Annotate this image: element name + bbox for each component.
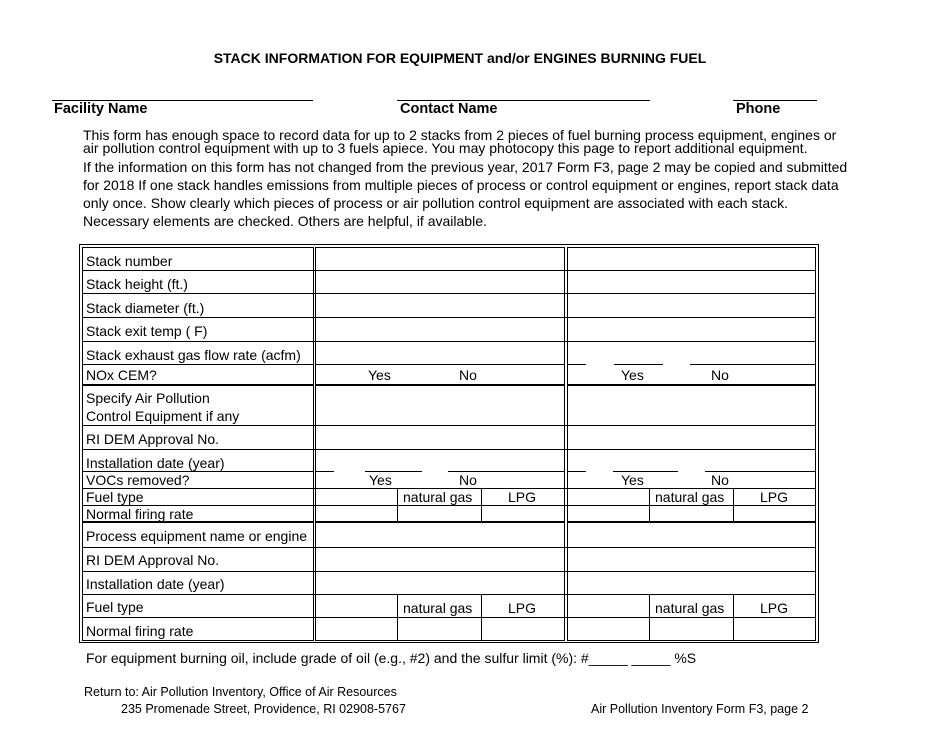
col-divider — [397, 594, 398, 641]
intro-line-4: for 2018 If one stack handles emissions from multiple pieces of process or control equipment or engines, report stack data — [83, 177, 839, 193]
row-label-fuel-2: Fuel type — [86, 599, 144, 615]
col-divider — [397, 488, 398, 522]
row-divider-short — [567, 364, 586, 365]
row-divider — [82, 317, 816, 318]
row-divider — [82, 425, 816, 426]
intro-line-5: only once. Show clearly which pieces of process or air pollution control equipment are associated with each stack. — [83, 195, 789, 211]
col-divider — [649, 594, 650, 641]
form-title: STACK INFORMATION FOR EQUIPMENT and/or ENGINES BURNING FUEL — [213, 50, 707, 66]
fuel-natural-gas-4[interactable]: natural gas — [655, 600, 725, 616]
fuel-lpg-2[interactable]: LPG — [760, 489, 789, 505]
row-divider — [82, 571, 816, 572]
row-divider — [82, 341, 816, 342]
intro-line-2: air pollution control equipment with up to 3 fuels apiece. You may photocopy this page to report additional equipment. — [83, 140, 808, 156]
process-1-box — [315, 522, 565, 641]
nox-no-2[interactable]: No — [711, 367, 729, 383]
fuel-natural-gas-2[interactable]: natural gas — [655, 489, 725, 505]
row-divider-short — [614, 364, 663, 365]
nox-no-1[interactable]: No — [459, 367, 477, 383]
address: 235 Promenade Street, Providence, RI 02908-5767 — [121, 702, 406, 716]
row-label-approval-2: RI DEM Approval No. — [86, 552, 220, 568]
vocs-yes-1[interactable]: Yes — [369, 472, 392, 488]
col-divider — [481, 488, 482, 522]
row-label-approval-1: RI DEM Approval No. — [86, 431, 220, 447]
intro-line-3: If the information on this form has not changed from the previous year, 2017 Form F3, page 2 may be copied and submitted — [83, 159, 848, 175]
row-divider — [82, 449, 816, 450]
col-divider — [481, 594, 482, 641]
row-label-exit-temp: Stack exit temp ( F) — [86, 323, 208, 339]
contact-name-label: Contact Name — [400, 101, 498, 117]
row-label-stack-diameter: Stack diameter (ft.) — [86, 300, 205, 316]
facility-name-label: Facility Name — [54, 101, 148, 117]
row-divider — [82, 270, 816, 271]
row-label-install-1: Installation date (year) — [86, 455, 225, 471]
fuel-lpg-4[interactable]: LPG — [760, 600, 789, 616]
fuel-lpg-3[interactable]: LPG — [508, 600, 537, 616]
row-label-firing-2: Normal firing rate — [86, 623, 194, 639]
row-label-process: Process equipment name or engine — [86, 528, 308, 544]
row-divider-short — [690, 364, 816, 365]
return-to: Return to: Air Pollution Inventory, Office of Air Resources — [84, 685, 397, 699]
vocs-no-1[interactable]: No — [459, 472, 477, 488]
process-2-box — [567, 522, 816, 641]
row-label-apc-1: Specify Air Pollution — [86, 390, 210, 406]
form-id: Air Pollution Inventory Form F3, page 2 — [591, 702, 809, 716]
fuel-lpg-1[interactable]: LPG — [508, 489, 537, 505]
row-divider — [82, 617, 816, 618]
intro-line-1: This form has enough space to record data for up to 2 stacks from 2 pieces of fuel burning process equipment, engines or — [83, 127, 837, 143]
row-divider — [82, 364, 314, 365]
vocs-yes-2[interactable]: Yes — [621, 472, 644, 488]
row-label-stack-height: Stack height (ft.) — [86, 276, 188, 292]
row-divider-short — [315, 471, 334, 472]
row-label-install-2: Installation date (year) — [86, 576, 225, 592]
row-label-apc-2: Control Equipment if any — [86, 408, 240, 424]
fuel-natural-gas-1[interactable]: natural gas — [403, 489, 473, 505]
row-divider — [82, 547, 816, 548]
col-divider — [733, 594, 734, 641]
row-divider — [82, 293, 816, 294]
row-divider — [82, 594, 816, 595]
col-divider — [733, 488, 734, 522]
nox-yes-1[interactable]: Yes — [368, 367, 391, 383]
row-label-fuel-1: Fuel type — [86, 489, 144, 505]
row-label-flow-rate: Stack exhaust gas flow rate (acfm) — [86, 347, 301, 363]
row-label-stack-number: Stack number — [86, 253, 173, 269]
fuel-natural-gas-3[interactable]: natural gas — [403, 600, 473, 616]
row-label-vocs: VOCs removed? — [86, 472, 190, 488]
row-divider — [315, 364, 565, 365]
row-label-nox-cem: NOx CEM? — [86, 367, 157, 383]
row-label-firing-1: Normal firing rate — [86, 506, 194, 522]
oil-grade-note: For equipment burning oil, include grade of oil (e.g., #2) and the sulfur limit (%): #_____ _____ %S — [86, 650, 697, 666]
intro-line-6: Necessary elements are checked. Others are helpful, if available. — [83, 213, 487, 229]
nox-yes-2[interactable]: Yes — [621, 367, 644, 383]
vocs-no-2[interactable]: No — [711, 472, 729, 488]
col-divider — [649, 488, 650, 522]
row-divider-short — [567, 471, 586, 472]
phone-label: Phone — [736, 101, 781, 117]
